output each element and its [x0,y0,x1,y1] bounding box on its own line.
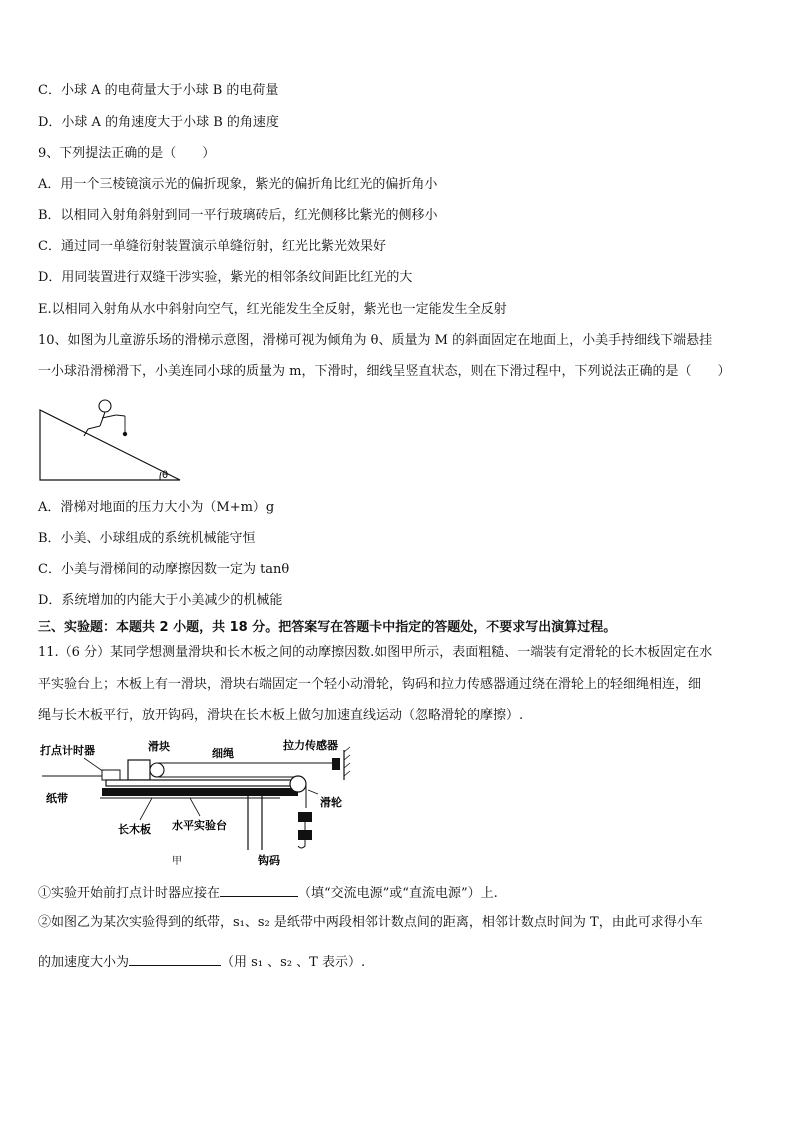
label-block: 滑块 [148,740,170,753]
label-weights: 钩码 [258,854,280,867]
q10-option-d: D．系统增加的内能大于小美减少的机械能 [38,593,283,608]
label-table: 水平实验台 [172,819,227,832]
slide-figure [36,392,186,488]
slider-block [128,760,150,780]
q11-line1: 11.（6 分）某同学想测量滑块和长木板之间的动摩擦因数.如图甲所示，表面粗糙、一端装有定滑轮的长木板固定在水 [38,645,713,660]
q11-sub1-before: ①实验开始前打点计时器应接在 [38,886,221,901]
q8-option-d: D．小球 A 的角速度大于小球 B 的角速度 [38,115,279,130]
label-pulley: 滑轮 [320,796,342,809]
fixed-pulley [290,776,306,792]
table-top [102,788,298,796]
hanging-ball [123,432,127,436]
q9-stem: 9、下列提法正确的是（ ） [38,146,216,161]
q10-option-a: A．滑梯对地面的压力大小为（M+m）g [38,500,275,515]
q9-option-d: D．用同装置进行双缝干涉实验，紫光的相邻条纹间距比红光的大 [38,270,413,285]
block-pulley [150,763,164,777]
q10-option-c: C．小美与滑梯间的动摩擦因数一定为 tanθ [38,562,290,577]
q11-line3: 绳与长木板平行，放开钩码，滑块在长木板上做匀加速直线运动（忽略滑轮的摩擦）. [38,708,524,723]
q9-option-a: A．用一个三棱镜演示光的偏折现象，紫光的偏折角比红光的偏折角小 [38,177,438,192]
experiment-figure [40,732,380,872]
label-timer: 打点计时器 [40,744,95,757]
slide-incline [40,410,180,480]
long-board [106,780,302,786]
force-sensor [332,758,340,770]
angle-arc [160,472,161,480]
q11-sub1 [38,884,498,902]
q11-sub2-before: 的加速度大小为 [38,955,130,970]
q8-option-c: C．小球 A 的电荷量大于小球 B 的电荷量 [38,83,279,98]
q11-sub2-line2 [38,953,365,971]
q9-option-b: B．以相同入射角斜射到同一平行玻璃砖后，红光侧移比紫光的侧移小 [38,208,438,223]
section3-heading: 三、实验题：本题共 2 小题，共 18 分。把答案写在答题卡中指定的答题处，不要求写出演算过程。 [38,620,617,635]
q11-line2: 平实验台上；木板上有一滑块，滑块右端固定一个轻小动滑轮，钩码和拉力传感器通过绕在滑轮上的轻细绳相连，细 [38,677,702,692]
q10-stem-line2: 一小球沿滑梯滑下，小美连同小球的质量为 m，下滑时，细线呈竖直状态，则在下滑过程中，下列说法正确的是（ ） [38,364,731,379]
q11-answer-blank-1[interactable] [220,884,298,897]
q9-option-c: C．通过同一单缝衍射装置演示单缝衍射，红光比紫光效果好 [38,239,386,254]
weight-1 [298,812,312,822]
q11-sub2-line1: ②如图乙为某次实验得到的纸带，s₁、s₂ 是纸带中两段相邻计数点间的距离，相邻计数点时间为 T，由此可求得小车 [38,915,703,930]
q10-stem-line1: 10、如图为儿童游乐场的滑梯示意图，滑梯可视为倾角为 θ、质量为 M 的斜面固定在地面上，小美手持细线下端悬挂 [38,333,713,348]
q11-sub2-after: （用 s₁ 、s₂ 、T 表示）. [221,955,366,970]
angle-label: θ [162,470,169,481]
child-head [99,400,111,412]
weight-2 [298,830,312,840]
q11-answer-blank-2[interactable] [129,953,221,966]
q11-sub1-after: （填“交流电源”或“直流电源”）上. [298,886,498,901]
label-board: 长木板 [118,823,151,836]
q9-option-e: E.以相同入射角从水中斜射向空气，红光能发生全反射，紫光也一定能发生全反射 [38,302,507,317]
figure-caption: 甲 [172,856,182,867]
q10-option-b: B．小美、小球组成的系统机械能守恒 [38,531,256,546]
label-tape: 纸带 [46,792,68,805]
label-rope: 细绳 [212,747,234,760]
label-sensor: 拉力传感器 [283,739,338,752]
timer-body [102,770,120,780]
